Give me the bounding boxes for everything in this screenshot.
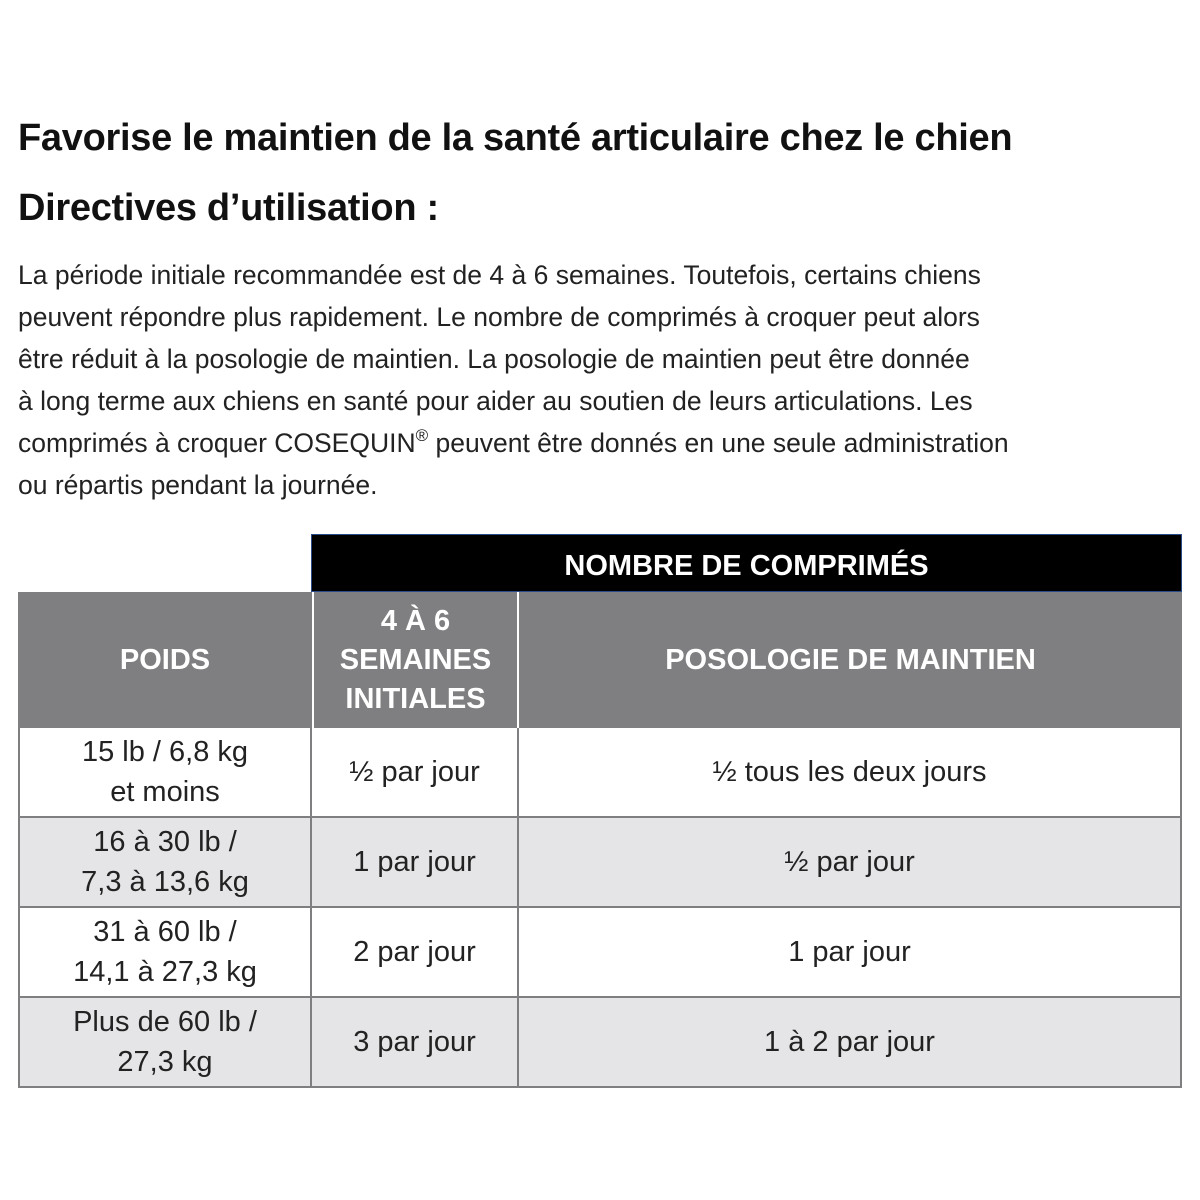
intro-line: à long terme aux chiens en santé pour aider au soutien de leurs articulations. Les [18,386,973,416]
table-cell-weight: 15 lb / 6,8 kg et moins [18,728,312,818]
table-cell-initial: 1 par jour [312,818,519,908]
table-cell-weight: Plus de 60 lb / 27,3 kg [18,998,312,1088]
header-weight: POIDS [18,592,312,728]
intro-line: être réduit à la posologie de maintien. La posologie de maintien peut être donnée [18,344,970,374]
table-cell-maintenance: ½ par jour [519,818,1182,908]
intro-line [18,422,1178,464]
intro-line: La période initiale recommandée est de 4 à 6 semaines. Toutefois, certains chiens [18,260,981,290]
page-title: Favorise le maintien de la santé articulaire chez le chien [18,117,1013,159]
table-cell-initial: ½ par jour [312,728,519,818]
registered-mark: ® [415,426,429,445]
section-heading: Directives d’utilisation : [18,187,439,229]
intro-line: peuvent répondre plus rapidement. Le nombre de comprimés à croquer peut alors [18,302,980,332]
intro-paragraph [18,254,1178,506]
intro-text: peuvent être donnés en une seule administration [428,428,1009,458]
table-cell-maintenance: ½ tous les deux jours [519,728,1182,818]
table-cell-weight: 16 à 30 lb / 7,3 à 13,6 kg [18,818,312,908]
intro-text: comprimés à croquer COSEQUIN [18,428,416,458]
table-cell-initial: 3 par jour [312,998,519,1088]
table-cell-maintenance: 1 à 2 par jour [519,998,1182,1088]
intro-line: ou répartis pendant la journée. [18,470,378,500]
table-cell-initial: 2 par jour [312,908,519,998]
table-cell-maintenance: 1 par jour [519,908,1182,998]
table-super-header: NOMBRE DE COMPRIMÉS [311,534,1182,592]
table-cell-weight: 31 à 60 lb / 14,1 à 27,3 kg [18,908,312,998]
header-maintenance: POSOLOGIE DE MAINTIEN [519,592,1182,728]
header-initial-period: 4 À 6 SEMAINES INITIALES [312,592,519,728]
